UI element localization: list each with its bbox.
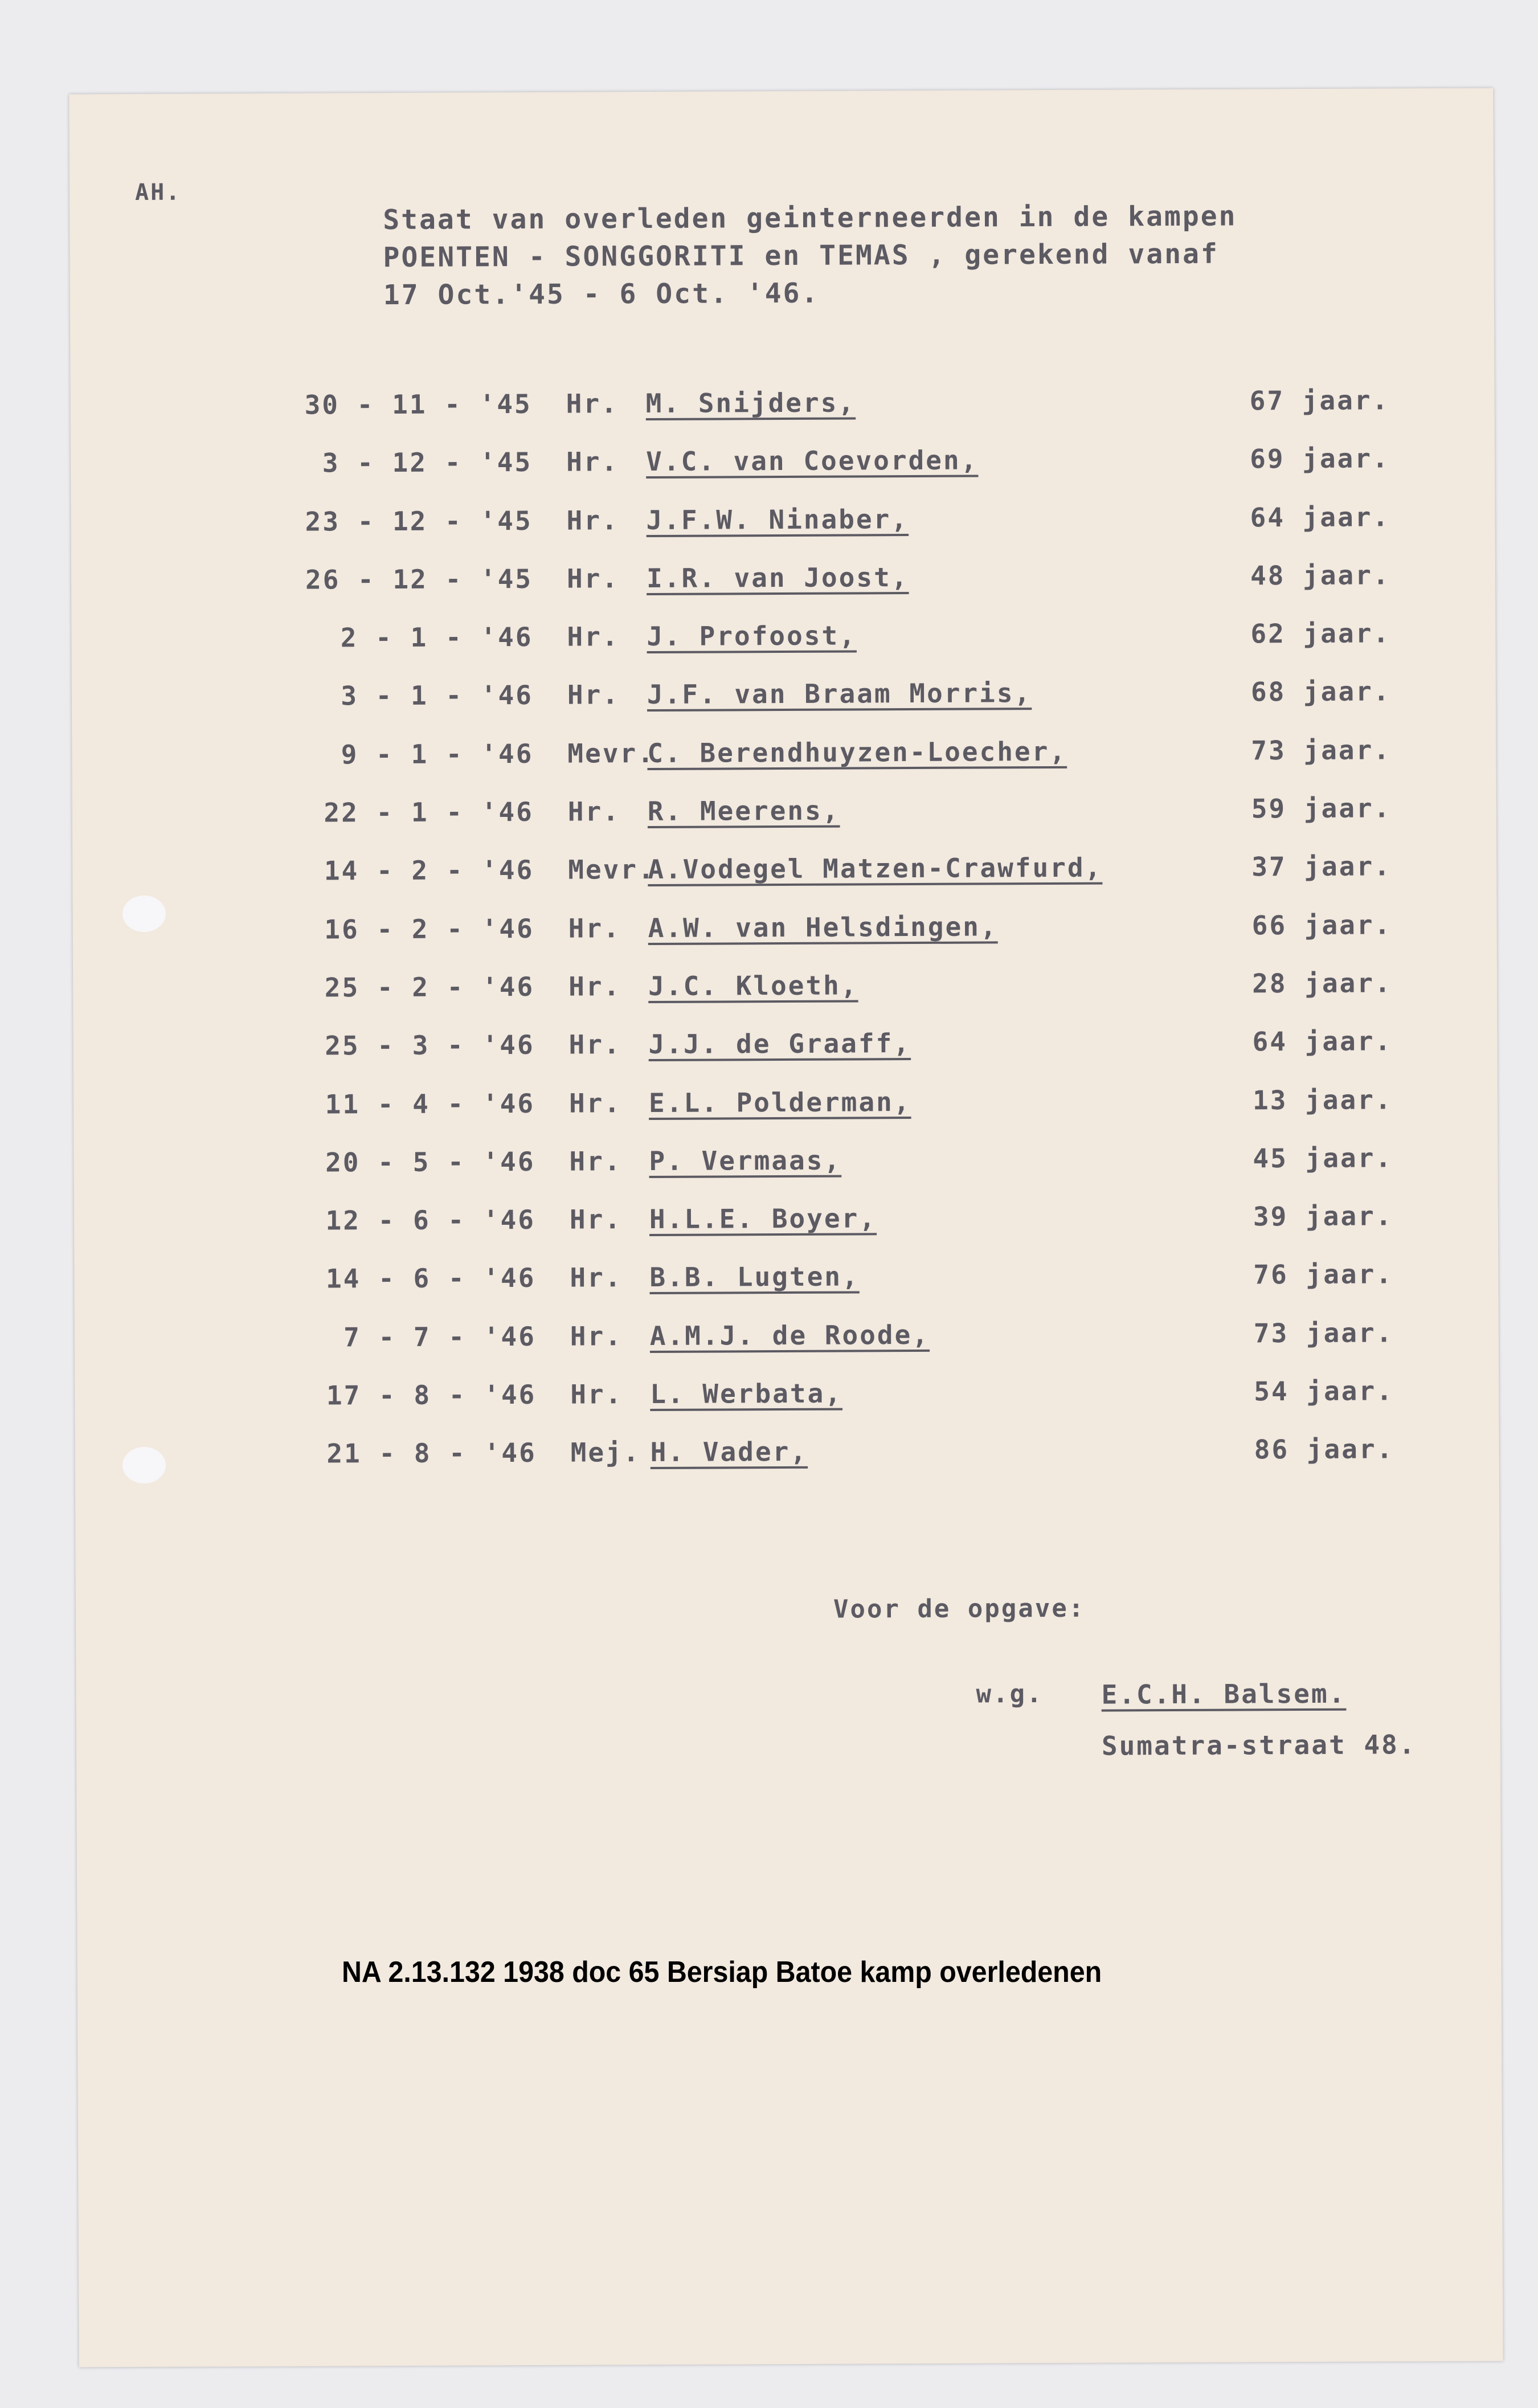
person-name: A.M.J. de Roode, — [649, 1319, 930, 1351]
person-title: Mevr. — [568, 854, 656, 886]
person-name: H.L.E. Boyer, — [649, 1203, 877, 1235]
person-title: Hr. — [569, 1146, 622, 1177]
wg-label: w.g. — [976, 1679, 1044, 1709]
person-title: Hr. — [568, 971, 621, 1002]
death-date: 22 - 1 - '46 — [324, 796, 534, 828]
voor-de-opgave-label: Voor de opgave: — [833, 1593, 1086, 1624]
death-entry-row — [281, 443, 1392, 506]
death-entry-row — [285, 1375, 1396, 1438]
death-date: 26 - 12 - '45 — [305, 563, 533, 595]
age-at-death: 48 jaar. — [1250, 559, 1390, 591]
signer-name: E.C.H. Balsem. — [1101, 1678, 1347, 1710]
header-initials: AH. — [134, 179, 182, 206]
person-name: P. Vermaas, — [649, 1144, 842, 1176]
age-at-death: 73 jaar. — [1253, 1317, 1394, 1349]
death-date: 7 - 7 - '46 — [343, 1320, 536, 1353]
signer-address: Sumatra-straat 48. — [1101, 1729, 1417, 1761]
death-date: 3 - 12 - '45 — [322, 447, 533, 479]
age-at-death: 39 jaar. — [1253, 1200, 1393, 1232]
punch-hole — [122, 1447, 166, 1483]
death-date: 12 - 6 - '46 — [325, 1204, 536, 1236]
death-entry-row — [283, 851, 1394, 914]
person-name: A.W. van Helsdingen, — [648, 911, 998, 943]
person-name: J. Profoost, — [647, 620, 857, 652]
person-title: Hr. — [568, 1087, 622, 1119]
person-title: Hr. — [566, 504, 619, 536]
death-date: 25 - 2 - '46 — [324, 971, 535, 1003]
death-date: 14 - 6 - '46 — [325, 1262, 536, 1294]
document-title — [383, 198, 1237, 314]
person-name: C. Berendhuyzen-Loecher, — [647, 735, 1067, 768]
person-title: Hr. — [567, 796, 621, 827]
death-entry-row — [284, 967, 1394, 1031]
person-title: Hr. — [567, 621, 620, 652]
death-entry-row — [283, 734, 1393, 798]
person-name: I.R. van Joost, — [646, 561, 909, 594]
death-entry-row — [284, 909, 1394, 972]
death-entry-row — [282, 618, 1393, 681]
person-name: R. Meerens, — [647, 795, 840, 827]
person-title: Mej. — [570, 1437, 641, 1468]
age-at-death: 69 jaar. — [1250, 443, 1390, 475]
death-date: 2 - 1 - '46 — [340, 622, 533, 653]
age-at-death: 67 jaar. — [1249, 385, 1390, 416]
person-name: B.B. Lugten, — [649, 1261, 860, 1293]
age-at-death: 54 jaar. — [1254, 1375, 1394, 1407]
death-entry-row — [281, 385, 1392, 448]
person-title: Hr. — [570, 1320, 623, 1352]
person-title: Mevr. — [567, 737, 655, 769]
person-title: Hr. — [569, 1204, 623, 1235]
death-entry-row — [285, 1259, 1396, 1322]
age-at-death: 73 jaar. — [1251, 734, 1392, 766]
death-date: 17 - 8 - '46 — [326, 1379, 537, 1411]
death-date: 21 - 8 - '46 — [326, 1437, 537, 1469]
age-at-death: 37 jaar. — [1251, 851, 1392, 882]
person-title: Hr. — [567, 679, 620, 711]
death-entry-row — [282, 559, 1393, 623]
age-at-death: 13 jaar. — [1252, 1084, 1393, 1115]
person-name: H. Vader, — [650, 1436, 808, 1468]
person-title: Hr. — [566, 388, 619, 419]
age-at-death: 59 jaar. — [1251, 792, 1392, 824]
punch-hole — [122, 896, 166, 932]
person-title: Hr. — [568, 912, 621, 944]
death-entry-row — [285, 1200, 1396, 1264]
person-name: L. Werbata, — [650, 1377, 843, 1410]
age-at-death: 66 jaar. — [1251, 909, 1392, 941]
death-date: 20 - 5 - '46 — [325, 1146, 535, 1178]
death-date: 3 - 1 - '46 — [341, 680, 534, 712]
title-line: 17 Oct.'45 - 6 Oct. '46. — [383, 277, 820, 312]
death-date: 23 - 12 - '45 — [305, 505, 533, 537]
death-date: 14 - 2 - '46 — [324, 855, 534, 886]
person-title: Hr. — [566, 563, 620, 594]
person-title: Hr. — [566, 446, 619, 477]
person-name: V.C. van Coevorden, — [646, 444, 979, 477]
document-sheet — [69, 88, 1503, 2368]
person-name: A.Vodegel Matzen-Crawfurd, — [648, 852, 1103, 885]
age-at-death: 64 jaar. — [1250, 501, 1390, 533]
age-at-death: 76 jaar. — [1253, 1258, 1394, 1290]
person-title: Hr. — [570, 1262, 623, 1294]
title-line: POENTEN - SONGGORITI en TEMAS , gerekend vanaf — [383, 238, 1219, 274]
death-entry-row — [286, 1434, 1397, 1497]
person-title: Hr. — [570, 1379, 623, 1410]
person-name: M. Snijders, — [645, 387, 856, 419]
person-name: J.F. van Braam Morris, — [647, 677, 1032, 710]
person-name: J.C. Kloeth, — [648, 970, 858, 1002]
death-entry-row — [284, 1084, 1395, 1147]
death-entry-row — [281, 501, 1392, 565]
person-title: Hr. — [568, 1029, 621, 1060]
death-entry-row — [283, 792, 1394, 856]
death-entry-row — [283, 676, 1393, 739]
age-at-death: 64 jaar. — [1252, 1025, 1393, 1057]
death-date: 25 - 3 - '46 — [325, 1029, 535, 1061]
death-entry-row — [284, 1026, 1394, 1089]
death-entry-row — [284, 1142, 1395, 1205]
person-name: E.L. Polderman, — [648, 1086, 911, 1118]
age-at-death: 68 jaar. — [1250, 676, 1391, 708]
age-at-death: 86 jaar. — [1254, 1433, 1394, 1465]
age-at-death: 28 jaar. — [1252, 967, 1392, 999]
archive-caption: NA 2.13.132 1938 doc 65 Bersiap Batoe kamp overledenen — [342, 1956, 1102, 1989]
age-at-death: 45 jaar. — [1253, 1142, 1393, 1174]
person-name: J.J. de Graaff, — [648, 1028, 911, 1060]
person-name: J.F.W. Ninaber, — [646, 503, 909, 535]
death-date: 11 - 4 - '46 — [325, 1088, 535, 1120]
death-date: 30 - 11 - '45 — [304, 388, 532, 420]
deaths-list — [281, 385, 1397, 1497]
death-entry-row — [285, 1317, 1396, 1380]
death-date: 9 - 1 - '46 — [341, 738, 534, 770]
age-at-death: 62 jaar. — [1250, 618, 1391, 649]
death-date: 16 - 2 - '46 — [324, 913, 534, 945]
title-line: Staat van overleden geinterneerden in de kampen — [383, 200, 1237, 236]
